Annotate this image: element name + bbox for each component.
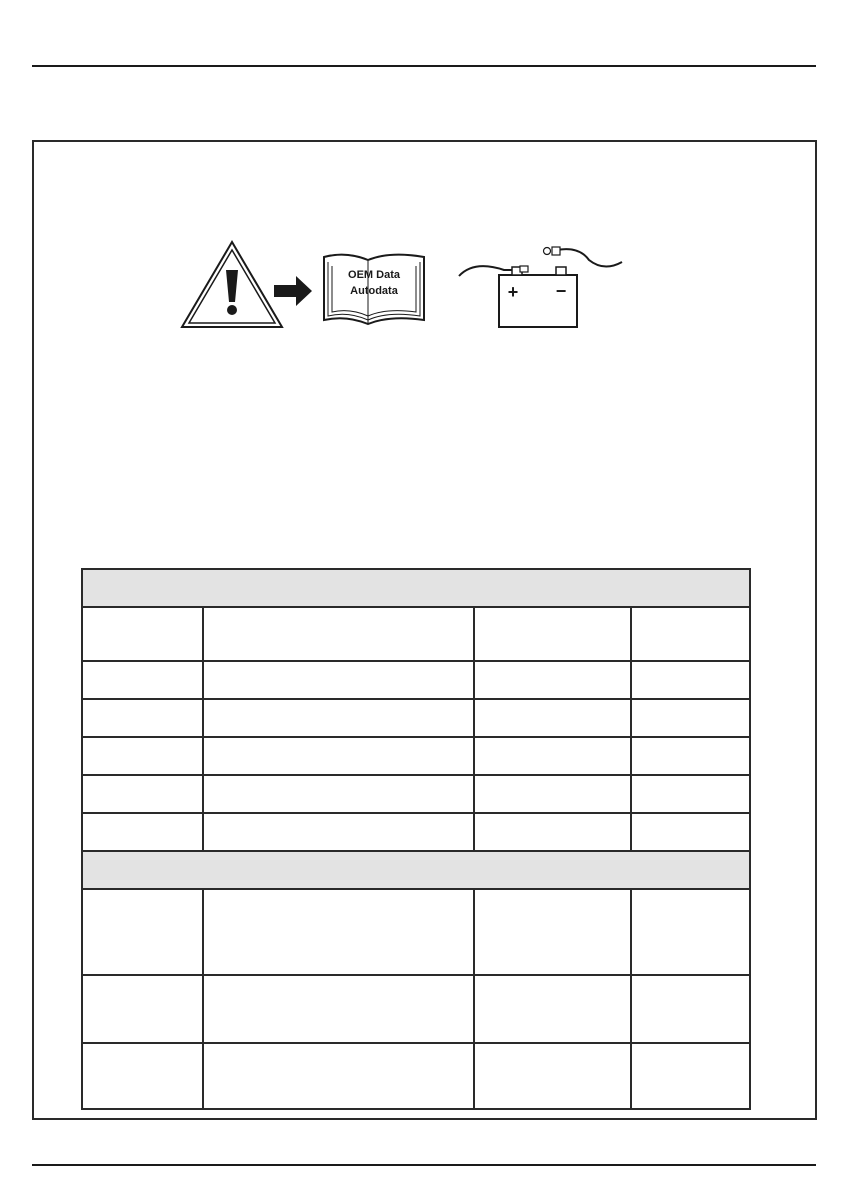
table-row [82,813,750,851]
manual-line-1: OEM Data [348,269,400,281]
section-title [82,851,750,889]
header-rule [32,65,816,67]
table-cell [203,661,474,699]
battery-minus-label: − [555,281,567,301]
table-cell [631,775,750,813]
column-header [474,607,631,661]
table-cell [203,775,474,813]
table-cell [631,813,750,851]
table-cell [82,889,203,975]
table-cell [203,813,474,851]
table-cell [203,975,474,1043]
table-row [82,975,750,1043]
arrow-right-icon [274,276,312,306]
manual-line-2: Autodata [350,285,398,297]
icon-strip [34,142,815,362]
table-cell [631,699,750,737]
battery-plus-label: + [507,282,519,302]
table-header-row [82,607,750,661]
table-row [82,1043,750,1109]
table-cell [631,661,750,699]
table-cell [631,975,750,1043]
instruction-panel [32,140,817,1120]
table-cell [474,889,631,975]
footer-rule [32,1164,816,1166]
table-cell [631,737,750,775]
table-cell [203,737,474,775]
table-cell [203,699,474,737]
table-row [82,775,750,813]
table-cell [203,1043,474,1109]
manual-book-icon [324,255,424,324]
table-cell [82,661,203,699]
table-cell [82,737,203,775]
table-row [82,737,750,775]
table-cell [474,1043,631,1109]
table-cell [82,699,203,737]
table-cell [203,889,474,975]
table-cell [631,889,750,975]
column-header [631,607,750,661]
table-cell [474,699,631,737]
table-cell [82,975,203,1043]
table-row [82,699,750,737]
table-section-header [82,569,750,607]
table-cell [474,975,631,1043]
table-cell [631,1043,750,1109]
column-header [82,607,203,661]
table-section-header [82,851,750,889]
column-header [203,607,474,661]
table-row [82,889,750,975]
specification-table [81,568,751,1110]
table-cell [474,775,631,813]
table-cell [474,813,631,851]
warning-triangle-icon [182,242,282,327]
table-cell [82,775,203,813]
icon-strip-graphic [34,142,819,362]
section-title [82,569,750,607]
table-row [82,661,750,699]
table-cell [474,661,631,699]
table-cell [474,737,631,775]
table-cell [82,1043,203,1109]
table-cell [82,813,203,851]
battery-disconnect-icon [459,247,622,327]
